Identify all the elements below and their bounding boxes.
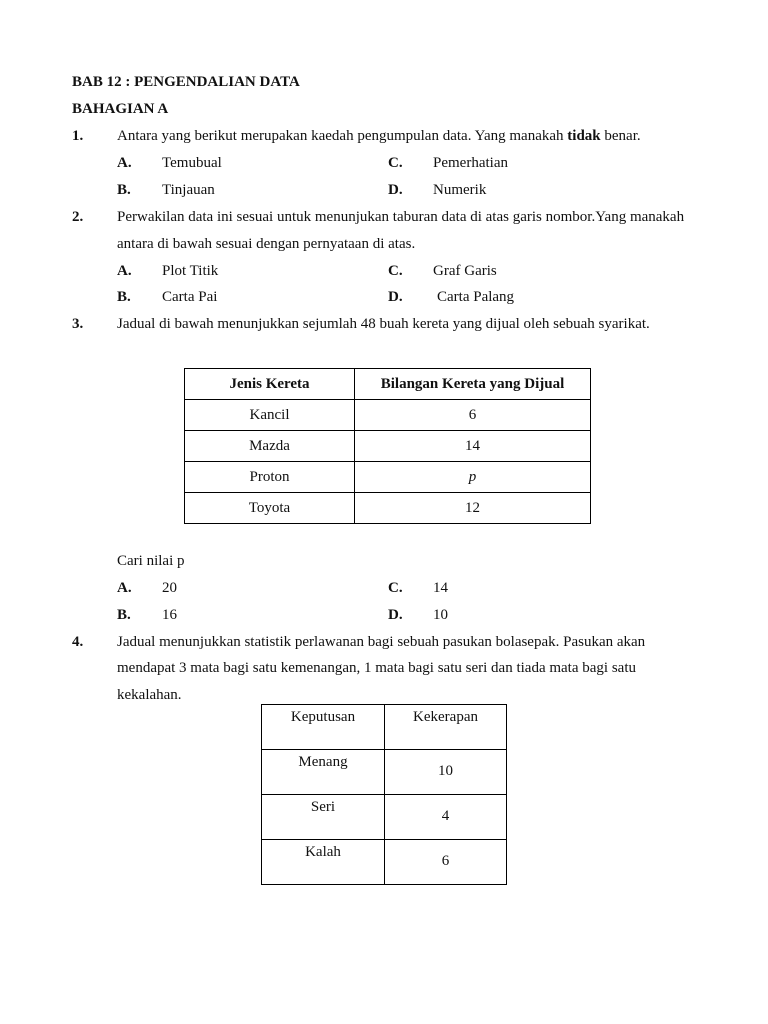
table-cell: 12: [355, 493, 591, 524]
table-cell: Toyota: [185, 493, 355, 524]
q1-option-b-label: B.: [117, 182, 131, 198]
q2-option-b: Carta Pai: [162, 289, 218, 305]
q2-option-b-label: B.: [117, 289, 131, 305]
q2-text-line2: antara di bawah sesuai dengan pernyataan di atas.: [117, 236, 416, 252]
table-cell: 6: [355, 400, 591, 431]
q1-emphasis: tidak: [567, 128, 601, 144]
q2-option-c-label: C.: [388, 263, 403, 279]
match-stats-table: [261, 704, 507, 885]
table-cell: Kalah: [262, 840, 385, 885]
table-cell: Menang: [262, 750, 385, 795]
q4-text-line1: Jadual menunjukkan statistik perlawanan bagi sebuah pasukan bolasepak. Pasukan akan: [117, 634, 646, 650]
q1-option-d: Numerik: [433, 182, 487, 198]
table-cell: 4: [385, 795, 507, 840]
q4-number: 4.: [72, 634, 84, 650]
q3-option-b: 16: [162, 607, 177, 623]
q2-option-d-label: D.: [388, 289, 403, 305]
q3-option-a: 20: [162, 580, 177, 596]
table-row: [185, 400, 591, 431]
q1-option-a-label: A.: [117, 155, 132, 171]
section-title: BAHAGIAN A: [72, 101, 169, 117]
table-header-row: [185, 369, 591, 400]
q2-option-a-label: A.: [117, 263, 132, 279]
table-row: [262, 840, 507, 885]
q3-option-a-label: A.: [117, 580, 132, 596]
table-cell: Kancil: [185, 400, 355, 431]
table-row: [262, 750, 507, 795]
table-header-row: [262, 705, 507, 750]
page-title: BAB 12 : PENGENDALIAN DATA: [72, 74, 300, 90]
q3-text: Jadual di bawah menunjukkan sejumlah 48 buah kereta yang dijual oleh sebuah syarikat.: [117, 316, 650, 332]
q4-text-line2: mendapat 3 mata bagi satu kemenangan, 1 mata bagi satu seri dan tiada mata bagi satu: [117, 660, 636, 676]
table-cell: Proton: [185, 462, 355, 493]
table-cell: 10: [385, 750, 507, 795]
table-header: Kekerapan: [385, 705, 507, 750]
car-sales-table: [184, 368, 591, 524]
q1-number: 1.: [72, 128, 84, 144]
table-cell: p: [355, 462, 591, 493]
table-row: [185, 462, 591, 493]
q2-number: 2.: [72, 209, 84, 225]
q3-option-d: 10: [433, 607, 448, 623]
q2-option-c: Graf Garis: [433, 263, 497, 279]
q1-option-c-label: C.: [388, 155, 403, 171]
q1-option-b: Tinjauan: [162, 182, 215, 198]
q3-option-b-label: B.: [117, 607, 131, 623]
table-cell: 6: [385, 840, 507, 885]
q1-option-a: Temubual: [162, 155, 222, 171]
table-row: [185, 493, 591, 524]
q3-option-d-label: D.: [388, 607, 403, 623]
q3-prompt: Cari nilai p: [117, 553, 185, 569]
table-cell: Seri: [262, 795, 385, 840]
table-cell: 14: [355, 431, 591, 462]
q2-option-a: Plot Titik: [162, 263, 219, 279]
q4-text-line3: kekalahan.: [117, 687, 182, 703]
table-header: Jenis Kereta: [185, 369, 355, 400]
q3-number: 3.: [72, 316, 84, 332]
q1-text: Antara yang berikut merupakan kaedah pengumpulan data. Yang manakah tidak benar.: [117, 128, 641, 144]
q2-option-d: Carta Palang: [437, 289, 515, 305]
table-cell: Mazda: [185, 431, 355, 462]
table-header: Bilangan Kereta yang Dijual: [355, 369, 591, 400]
q1-option-d-label: D.: [388, 182, 403, 198]
q3-option-c: 14: [433, 580, 448, 596]
table-row: [262, 795, 507, 840]
table-row: [185, 431, 591, 462]
q2-text-line1: Perwakilan data ini sesuai untuk menunjukan taburan data di atas garis nombor.Yang manakah: [117, 209, 685, 225]
table-header: Keputusan: [262, 705, 385, 750]
q1-option-c: Pemerhatian: [433, 155, 508, 171]
q3-option-c-label: C.: [388, 580, 403, 596]
